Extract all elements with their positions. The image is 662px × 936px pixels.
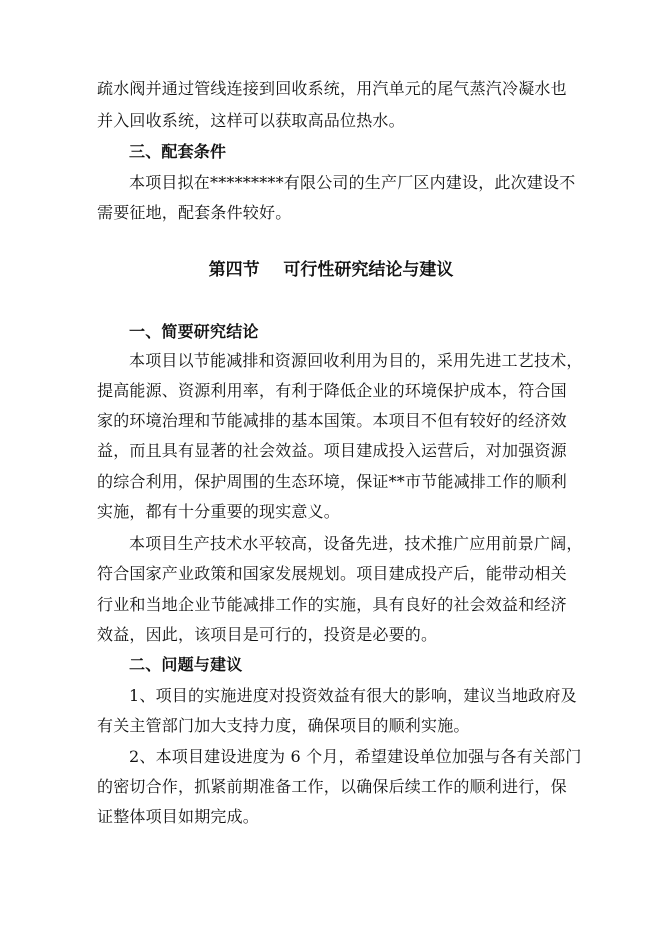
- text-line: 实施，都有十分重要的现实意义。: [97, 502, 341, 521]
- text-line: 疏水阀并通过管线连接到回收系统，用汽单元的尾气蒸汽冷凝水也: [97, 79, 567, 98]
- subheading-suggestions: 二、问题与建议: [129, 655, 243, 674]
- text-line: 家的环境治理和节能减排的基本国策。本项目不但有较好的经济效: [97, 411, 567, 430]
- text-line: 并入回收系统，这样可以获取高品位热水。: [97, 111, 405, 130]
- text-line: 2、本项目建设进度为 6 个月，希望建设单位加强与各有关部门: [129, 747, 582, 766]
- text-line: 的密切合作，抓紧前期准备工作，以确保后续工作的顺利进行，保: [97, 777, 567, 796]
- subheading-conclusion: 一、简要研究结论: [129, 322, 259, 341]
- text-line: 需要征地，配套条件较好。: [97, 203, 292, 222]
- text-line: 本项目拟在*********有限公司的生产厂区内建设，此次建设不: [129, 173, 576, 192]
- text-line: 符合国家产业政策和国家发展规划。项目建成投产后，能带动相关: [97, 564, 567, 583]
- text-line: 提高能源、资源利用率，有利于降低企业的环境保护成本，符合国: [97, 381, 567, 400]
- section-title: 第四节 可行性研究结论与建议: [208, 260, 454, 280]
- subheading-support-conditions: 三、配套条件: [129, 142, 227, 161]
- text-line: 有关主管部门加大支持力度，确保项目的顺利实施。: [97, 716, 470, 735]
- text-line: 1、项目的实施进度对投资效益有很大的影响，建议当地政府及: [129, 686, 577, 705]
- text-line: 的综合利用，保护周围的生态环境，保证**市节能减排工作的顺利: [97, 472, 568, 491]
- text-line: 益，而且具有显著的社会效益。项目建成投入运营后，对加强资源: [97, 441, 567, 460]
- text-line: 本项目生产技术水平较高，设备先进，技术推广应用前景广阔，: [129, 534, 583, 553]
- text-line: 本项目以节能减排和资源回收利用为目的，采用先进工艺技术，: [129, 351, 583, 370]
- text-line: 效益，因此，该项目是可行的，投资是必要的。: [97, 625, 438, 644]
- text-line: 证整体项目如期完成。: [97, 807, 260, 826]
- text-line: 行业和当地企业节能减排工作的实施，具有良好的社会效益和经济: [97, 595, 567, 614]
